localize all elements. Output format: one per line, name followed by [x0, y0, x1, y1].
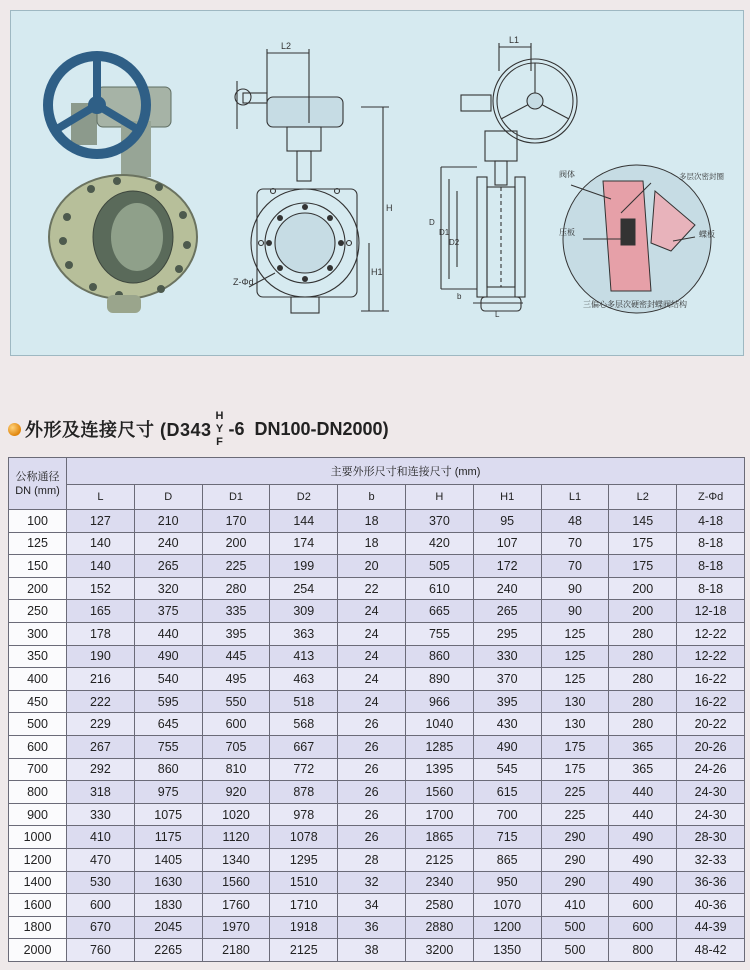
- table-cell: 26: [338, 826, 406, 849]
- label-z-phi-d: Z-Φd: [233, 277, 254, 287]
- dn-cell: 1800: [9, 916, 67, 939]
- column-header: D: [134, 485, 202, 510]
- table-cell: 335: [202, 600, 270, 623]
- table-cell: 174: [270, 532, 338, 555]
- table-cell: 1970: [202, 916, 270, 939]
- table-cell: 772: [270, 758, 338, 781]
- table-cell: 240: [134, 532, 202, 555]
- table-cell: 222: [67, 690, 135, 713]
- table-cell: 107: [473, 532, 541, 555]
- table-cell: 490: [609, 871, 677, 894]
- table-cell: 127: [67, 510, 135, 533]
- table-cell: 760: [67, 939, 135, 962]
- table-cell: 24: [338, 690, 406, 713]
- table-cell: 1865: [405, 826, 473, 849]
- table-cell: 200: [609, 600, 677, 623]
- dn-cell: 1200: [9, 848, 67, 871]
- table-cell: 144: [270, 510, 338, 533]
- dn-cell: 800: [9, 781, 67, 804]
- table-cell: 280: [609, 622, 677, 645]
- table-cell: 410: [541, 894, 609, 917]
- table-cell: 600: [202, 713, 270, 736]
- table-cell: 44-39: [677, 916, 745, 939]
- table-cell: 2265: [134, 939, 202, 962]
- table-cell: 1630: [134, 871, 202, 894]
- table-cell: 20-26: [677, 735, 745, 758]
- table-cell: 670: [67, 916, 135, 939]
- table-cell: 920: [202, 781, 270, 804]
- table-cell: 860: [134, 758, 202, 781]
- title-model-stack: [216, 410, 224, 449]
- table-cell: 715: [473, 826, 541, 849]
- dn-cell: 450: [9, 690, 67, 713]
- table-cell: 26: [338, 758, 406, 781]
- table-cell: 292: [67, 758, 135, 781]
- table-cell: 1918: [270, 916, 338, 939]
- table-cell: 2880: [405, 916, 473, 939]
- table-cell: 36-36: [677, 871, 745, 894]
- table-cell: 1510: [270, 871, 338, 894]
- table-cell: 645: [134, 713, 202, 736]
- table-cell: 26: [338, 735, 406, 758]
- table-cell: 615: [473, 781, 541, 804]
- product-figure-panel: [10, 10, 744, 356]
- table-cell: 12-22: [677, 645, 745, 668]
- table-cell: 8-18: [677, 555, 745, 578]
- table-cell: 700: [473, 803, 541, 826]
- table-cell: 24-26: [677, 758, 745, 781]
- label-L2: L2: [281, 41, 292, 51]
- column-header: H1: [473, 485, 541, 510]
- table-cell: 810: [202, 758, 270, 781]
- table-row: [9, 532, 745, 555]
- table-cell: 420: [405, 532, 473, 555]
- table-cell: 440: [609, 781, 677, 804]
- dn-cell: 1600: [9, 894, 67, 917]
- table-cell: 28-30: [677, 826, 745, 849]
- label-body: 阀体: [559, 170, 575, 179]
- table-cell: 600: [67, 894, 135, 917]
- table-cell: 1070: [473, 894, 541, 917]
- table-cell: 34: [338, 894, 406, 917]
- column-header-row: [9, 485, 745, 510]
- table-cell: 1295: [270, 848, 338, 871]
- table-cell: 26: [338, 713, 406, 736]
- table-cell: 1175: [134, 826, 202, 849]
- column-header: H: [405, 485, 473, 510]
- table-cell: 500: [541, 916, 609, 939]
- table-cell: 705: [202, 735, 270, 758]
- column-header: D1: [202, 485, 270, 510]
- front-view-drawing: [235, 49, 389, 313]
- label-b: b: [457, 292, 462, 301]
- table-cell: 1395: [405, 758, 473, 781]
- table-cell: 330: [67, 803, 135, 826]
- table-cell: 2125: [270, 939, 338, 962]
- dn-cell: 2000: [9, 939, 67, 962]
- label-D: D: [429, 218, 435, 227]
- table-row: [9, 735, 745, 758]
- table-cell: 12-22: [677, 622, 745, 645]
- table-cell: 505: [405, 555, 473, 578]
- table-cell: 199: [270, 555, 338, 578]
- table-cell: 24-30: [677, 803, 745, 826]
- column-header: L2: [609, 485, 677, 510]
- table-cell: 878: [270, 781, 338, 804]
- table-cell: 370: [473, 668, 541, 691]
- table-row: [9, 758, 745, 781]
- table-cell: 600: [609, 916, 677, 939]
- table-cell: 950: [473, 871, 541, 894]
- table-cell: 530: [67, 871, 135, 894]
- label-L1: L1: [509, 35, 520, 45]
- table-cell: 755: [134, 735, 202, 758]
- dn-cell: 350: [9, 645, 67, 668]
- table-cell: 145: [609, 510, 677, 533]
- table-row: [9, 600, 745, 623]
- column-header: L1: [541, 485, 609, 510]
- dn-cell: 1000: [9, 826, 67, 849]
- table-cell: 1075: [134, 803, 202, 826]
- table-cell: 445: [202, 645, 270, 668]
- label-H1: H1: [371, 267, 383, 277]
- table-cell: 265: [134, 555, 202, 578]
- table-cell: 225: [541, 803, 609, 826]
- table-cell: 24-30: [677, 781, 745, 804]
- table-cell: 978: [270, 803, 338, 826]
- table-cell: 26: [338, 803, 406, 826]
- table-cell: 290: [541, 848, 609, 871]
- table-row: [9, 826, 745, 849]
- table-row: [9, 690, 745, 713]
- section-title: [8, 404, 508, 454]
- table-cell: 175: [609, 532, 677, 555]
- dn-cell: 250: [9, 600, 67, 623]
- table-cell: 1200: [473, 916, 541, 939]
- dn-cell: 100: [9, 510, 67, 533]
- table-cell: 24: [338, 600, 406, 623]
- table-cell: 1830: [134, 894, 202, 917]
- table-cell: 175: [541, 758, 609, 781]
- table-cell: 1700: [405, 803, 473, 826]
- table-row: [9, 645, 745, 668]
- table-cell: 28: [338, 848, 406, 871]
- table-cell: 240: [473, 577, 541, 600]
- title-prefix: 外形及连接尺寸 (D343: [25, 420, 212, 440]
- table-cell: 665: [405, 600, 473, 623]
- table-row: [9, 713, 745, 736]
- table-row: [9, 916, 745, 939]
- label-multi-seal: 多层次密封圈: [679, 172, 724, 181]
- table-cell: 280: [609, 668, 677, 691]
- valve-illustration: [11, 11, 745, 357]
- dn-cell: 500: [9, 713, 67, 736]
- column-header: b: [338, 485, 406, 510]
- table-cell: 16-22: [677, 668, 745, 691]
- table-cell: 1560: [202, 871, 270, 894]
- table-cell: 395: [473, 690, 541, 713]
- dn-cell: 300: [9, 622, 67, 645]
- table-cell: 18: [338, 532, 406, 555]
- table-cell: 550: [202, 690, 270, 713]
- table-cell: 667: [270, 735, 338, 758]
- column-header: D2: [270, 485, 338, 510]
- table-cell: 24: [338, 645, 406, 668]
- table-row: [9, 555, 745, 578]
- table-cell: 440: [609, 803, 677, 826]
- dn-cell: 1400: [9, 871, 67, 894]
- label-L: L: [495, 310, 500, 319]
- table-cell: 463: [270, 668, 338, 691]
- table-cell: 2180: [202, 939, 270, 962]
- table-cell: 95: [473, 510, 541, 533]
- table-cell: 470: [67, 848, 135, 871]
- table-cell: 290: [541, 871, 609, 894]
- table-row: [9, 781, 745, 804]
- table-cell: 225: [202, 555, 270, 578]
- side-view-drawing: [441, 43, 577, 311]
- table-cell: 490: [609, 826, 677, 849]
- header-dn: [9, 458, 67, 510]
- table-cell: 860: [405, 645, 473, 668]
- table-cell: 125: [541, 645, 609, 668]
- table-cell: 267: [67, 735, 135, 758]
- header-dn-bottom: DN (mm): [15, 484, 60, 497]
- table-row: [9, 510, 745, 533]
- table-cell: 1710: [270, 894, 338, 917]
- table-cell: 2340: [405, 871, 473, 894]
- table-cell: 125: [541, 622, 609, 645]
- valve-photo: [48, 56, 197, 313]
- table-row: [9, 939, 745, 962]
- dn-cell: 900: [9, 803, 67, 826]
- table-cell: 290: [541, 826, 609, 849]
- table-cell: 1350: [473, 939, 541, 962]
- table-cell: 890: [405, 668, 473, 691]
- title-suffix-f: F: [216, 435, 223, 448]
- table-cell: 265: [473, 600, 541, 623]
- table-cell: 12-18: [677, 600, 745, 623]
- table-cell: 200: [609, 577, 677, 600]
- table-cell: 225: [541, 781, 609, 804]
- table-cell: 172: [473, 555, 541, 578]
- table-cell: 38: [338, 939, 406, 962]
- table-cell: 3200: [405, 939, 473, 962]
- column-header: Z-Φd: [677, 485, 745, 510]
- table-row: [9, 622, 745, 645]
- table-cell: 755: [405, 622, 473, 645]
- table-cell: 36: [338, 916, 406, 939]
- table-row: [9, 894, 745, 917]
- table-cell: 48: [541, 510, 609, 533]
- dn-cell: 400: [9, 668, 67, 691]
- table-cell: 318: [67, 781, 135, 804]
- table-cell: 363: [270, 622, 338, 645]
- table-cell: 280: [202, 577, 270, 600]
- table-cell: 140: [67, 555, 135, 578]
- table-cell: 170: [202, 510, 270, 533]
- table-row: [9, 803, 745, 826]
- table-cell: 595: [134, 690, 202, 713]
- table-cell: 370: [405, 510, 473, 533]
- table-cell: 610: [405, 577, 473, 600]
- table-cell: 20-22: [677, 713, 745, 736]
- table-cell: 280: [609, 690, 677, 713]
- dn-cell: 125: [9, 532, 67, 555]
- dn-cell: 700: [9, 758, 67, 781]
- table-cell: 1405: [134, 848, 202, 871]
- table-cell: 210: [134, 510, 202, 533]
- table-cell: 1340: [202, 848, 270, 871]
- table-cell: 20: [338, 555, 406, 578]
- label-D2: D2: [449, 238, 460, 247]
- table-cell: 800: [609, 939, 677, 962]
- table-cell: 16-22: [677, 690, 745, 713]
- header-dn-top: 公称通径: [15, 470, 60, 483]
- table-row: [9, 848, 745, 871]
- table-cell: 309: [270, 600, 338, 623]
- table-cell: 1120: [202, 826, 270, 849]
- table-cell: 568: [270, 713, 338, 736]
- table-cell: 125: [541, 668, 609, 691]
- table-cell: 2580: [405, 894, 473, 917]
- table-cell: 280: [609, 713, 677, 736]
- table-cell: 365: [609, 735, 677, 758]
- table-cell: 175: [541, 735, 609, 758]
- table-cell: 410: [67, 826, 135, 849]
- table-cell: 4-18: [677, 510, 745, 533]
- table-cell: 90: [541, 600, 609, 623]
- table-cell: 440: [134, 622, 202, 645]
- table-cell: 295: [473, 622, 541, 645]
- table-cell: 518: [270, 690, 338, 713]
- table-cell: 1040: [405, 713, 473, 736]
- table-cell: 1078: [270, 826, 338, 849]
- label-press-plate: 压板: [559, 228, 575, 237]
- table-cell: 490: [134, 645, 202, 668]
- label-disc: 蝶板: [699, 230, 715, 239]
- table-cell: 229: [67, 713, 135, 736]
- table-cell: 18: [338, 510, 406, 533]
- title-suffix-h: H: [215, 409, 224, 422]
- table-cell: 500: [541, 939, 609, 962]
- title-range: DN100-DN2000): [254, 418, 389, 439]
- table-row: [9, 577, 745, 600]
- dn-cell: 600: [9, 735, 67, 758]
- table-cell: 178: [67, 622, 135, 645]
- table-cell: 966: [405, 690, 473, 713]
- table-cell: 165: [67, 600, 135, 623]
- table-cell: 216: [67, 668, 135, 691]
- table-row: [9, 668, 745, 691]
- label-H: H: [386, 203, 393, 213]
- table-cell: 48-42: [677, 939, 745, 962]
- table-cell: 26: [338, 781, 406, 804]
- table-cell: 130: [541, 690, 609, 713]
- table-cell: 495: [202, 668, 270, 691]
- table-cell: 600: [609, 894, 677, 917]
- table-cell: 8-18: [677, 577, 745, 600]
- table-cell: 40-36: [677, 894, 745, 917]
- table-cell: 24: [338, 622, 406, 645]
- table-body: [9, 510, 745, 962]
- table-cell: 2045: [134, 916, 202, 939]
- table-cell: 490: [609, 848, 677, 871]
- table-cell: 430: [473, 713, 541, 736]
- dimension-table: [8, 457, 745, 962]
- table-cell: 330: [473, 645, 541, 668]
- table-cell: 540: [134, 668, 202, 691]
- table-cell: 254: [270, 577, 338, 600]
- title-suffix-y: Y: [215, 422, 224, 435]
- table-cell: 90: [541, 577, 609, 600]
- table-cell: 1020: [202, 803, 270, 826]
- table-cell: 175: [609, 555, 677, 578]
- table-cell: 975: [134, 781, 202, 804]
- title-pressure: -6: [228, 418, 245, 439]
- table-cell: 32-33: [677, 848, 745, 871]
- table-cell: 320: [134, 577, 202, 600]
- table-cell: 1285: [405, 735, 473, 758]
- label-D1: D1: [439, 228, 450, 237]
- table-cell: 280: [609, 645, 677, 668]
- table-cell: 1560: [405, 781, 473, 804]
- table-cell: 130: [541, 713, 609, 736]
- table-cell: 865: [473, 848, 541, 871]
- table-cell: 413: [270, 645, 338, 668]
- table-cell: 2125: [405, 848, 473, 871]
- table-cell: 152: [67, 577, 135, 600]
- table-cell: 200: [202, 532, 270, 555]
- table-cell: 70: [541, 532, 609, 555]
- table-cell: 375: [134, 600, 202, 623]
- header-group: 主要外形尺寸和连接尺寸 (mm): [67, 458, 745, 485]
- figure-caption: 三偏心多层次硬密封蝶阀结构: [583, 300, 687, 309]
- table-cell: 70: [541, 555, 609, 578]
- table-cell: 1760: [202, 894, 270, 917]
- column-header: L: [67, 485, 135, 510]
- table-cell: 8-18: [677, 532, 745, 555]
- table-cell: 24: [338, 668, 406, 691]
- table-cell: 140: [67, 532, 135, 555]
- dn-cell: 200: [9, 577, 67, 600]
- table-row: [9, 871, 745, 894]
- table-cell: 365: [609, 758, 677, 781]
- bullet-icon: [8, 423, 21, 436]
- table-cell: 395: [202, 622, 270, 645]
- dn-cell: 150: [9, 555, 67, 578]
- table-cell: 490: [473, 735, 541, 758]
- table-cell: 545: [473, 758, 541, 781]
- table-cell: 190: [67, 645, 135, 668]
- table-cell: 32: [338, 871, 406, 894]
- table-cell: 22: [338, 577, 406, 600]
- seal-structure-detail: [563, 165, 711, 313]
